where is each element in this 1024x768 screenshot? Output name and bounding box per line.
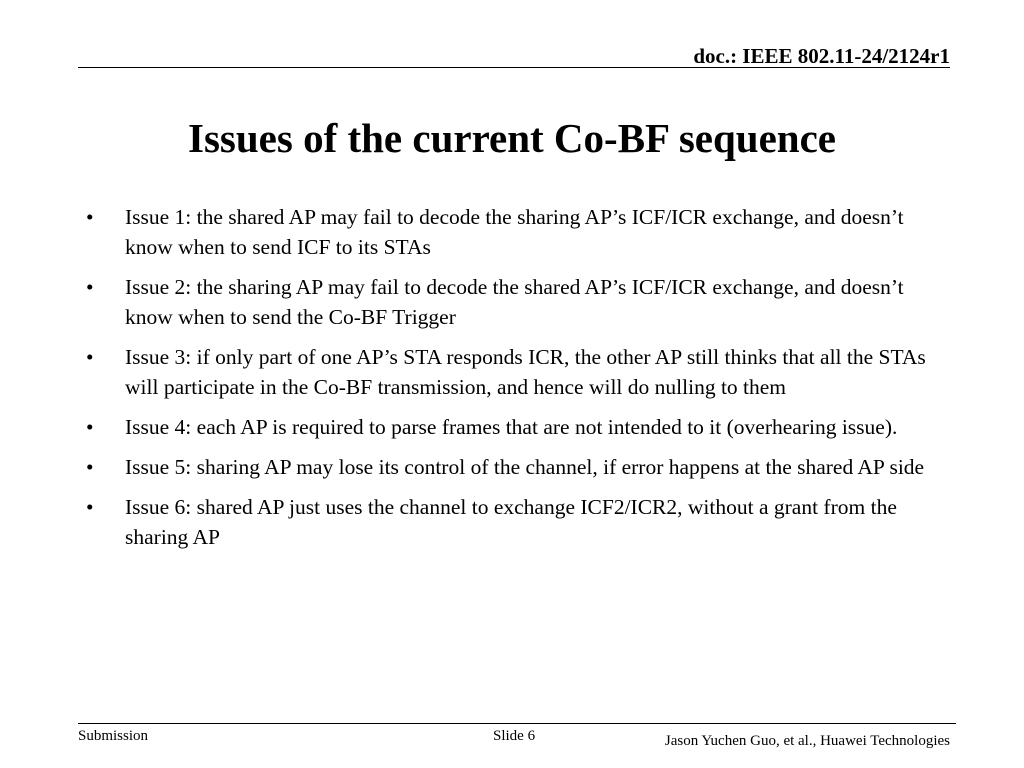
bullet-icon: • — [86, 205, 94, 229]
bullet-item-3 — [86, 342, 946, 402]
document-id: doc.: IEEE 802.11-24/2124r1 — [693, 44, 950, 68]
bullet-icon: • — [86, 495, 94, 519]
bullet-icon: • — [86, 455, 94, 479]
footer-slide-number: Slide 6 — [493, 728, 536, 744]
bullet-icon: • — [86, 275, 94, 299]
bullet-item-4 — [86, 412, 946, 442]
bullet-text: Issue 2: the sharing AP may fail to decode the shared AP’s ICF/ICR exchange, and doesn’t know when to send the Co-BF Trigger — [125, 275, 904, 329]
footer-divider — [78, 723, 956, 724]
bullet-item-5 — [86, 452, 946, 482]
slide-title: Issues of the current Co-BF sequence — [188, 115, 836, 161]
footer-submission-label: Submission — [78, 728, 149, 744]
bullet-text: Issue 6: shared AP just uses the channel to exchange ICF2/ICR2, without a grant from the sharing AP — [125, 495, 897, 549]
bullet-text: Issue 4: each AP is required to parse frames that are not intended to it (overhearing issue). — [125, 415, 898, 439]
bullet-text: Issue 1: the shared AP may fail to decode the sharing AP’s ICF/ICR exchange, and doesn’t know when to send ICF to its STAs — [125, 205, 904, 259]
header-divider — [78, 67, 950, 68]
bullet-list — [86, 202, 946, 562]
bullet-icon: • — [86, 345, 94, 369]
bullet-icon: • — [86, 415, 94, 439]
bullet-text: Issue 3: if only part of one AP’s STA responds ICR, the other AP still thinks that all the STAs will participate in the Co-BF transmission, and hence will do nulling to them — [125, 345, 926, 399]
bullet-item-2 — [86, 272, 946, 332]
bullet-item-1 — [86, 202, 946, 262]
bullet-item-6 — [86, 492, 946, 552]
footer-author: Jason Yuchen Guo, et al., Huawei Technologies — [664, 733, 950, 749]
bullet-text: Issue 5: sharing AP may lose its control of the channel, if error happens at the shared AP side — [125, 455, 925, 479]
